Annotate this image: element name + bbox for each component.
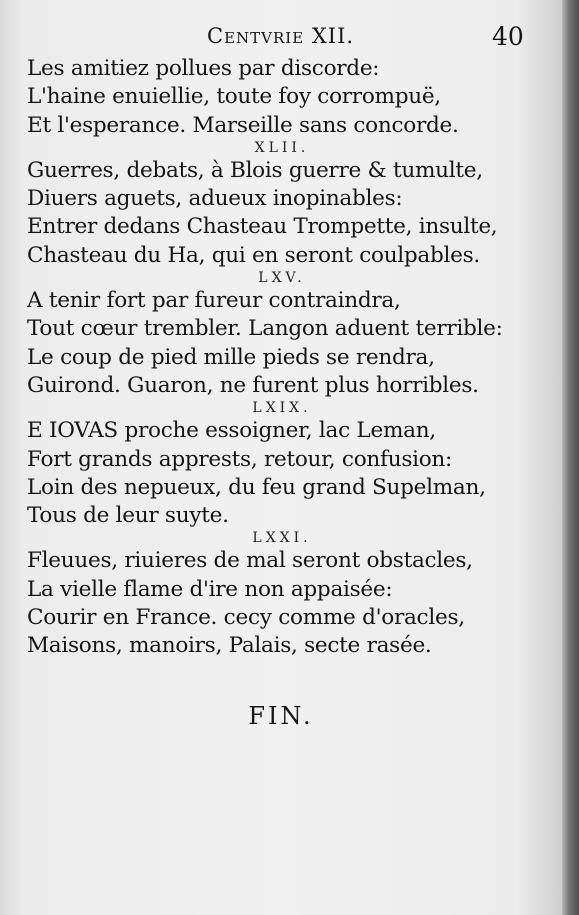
verse-line: E IOVAS proche essoigner, lac Leman, bbox=[27, 418, 436, 444]
quatrain bbox=[27, 400, 497, 530]
quatrain-number: LXXI. bbox=[252, 530, 312, 547]
quatrain-number: LXV. bbox=[258, 270, 306, 287]
verse-line: L'haine enuiellie, toute foy corrompuë, bbox=[27, 84, 441, 110]
verse-line: Le coup de pied mille pieds se rendra, bbox=[27, 344, 435, 370]
verse-line: Entrer dedans Chasteau Trompette, insulte, bbox=[27, 214, 498, 240]
verse-line: La vielle flame d'ire non appaisée: bbox=[27, 576, 393, 602]
page-edge-shadow bbox=[562, 0, 579, 915]
verse-text-block bbox=[27, 55, 503, 661]
verse-line: Tous de leur suyte. bbox=[27, 503, 229, 529]
quatrain-continuation bbox=[27, 55, 497, 140]
verse-line: Maisons, manoirs, Palais, secte rasée. bbox=[27, 633, 432, 659]
verse-line: Chasteau du Ha, qui en seront coulpables. bbox=[27, 242, 480, 268]
verse-line: Loin des nepueux, du feu grand Supelman, bbox=[27, 474, 486, 500]
verse-line: Tout cœur trembler. Langon aduent terrible: bbox=[27, 316, 503, 342]
quatrain bbox=[27, 140, 497, 270]
running-head bbox=[0, 24, 562, 54]
verse-line: Et l'esperance. Marseille sans concorde. bbox=[27, 112, 459, 138]
verse-line: Guirond. Guaron, ne furent plus horribles. bbox=[27, 372, 479, 398]
quatrain-number: XLII. bbox=[254, 139, 310, 156]
verse-line: Fort grands apprests, retour, confusion: bbox=[27, 446, 452, 472]
quatrain bbox=[27, 270, 503, 400]
verse-line: Les amitiez pollues par discorde: bbox=[27, 56, 380, 81]
verse-line: Diuers aguets, adueux inopinables: bbox=[27, 186, 403, 212]
quatrain bbox=[27, 530, 497, 660]
page-number: 40 bbox=[492, 22, 524, 51]
verse-line: A tenir fort par fureur contraindra, bbox=[27, 288, 401, 314]
running-head-title: Centvrie XII. bbox=[207, 24, 355, 48]
quatrain-number: LXIX. bbox=[252, 400, 312, 417]
verse-line: Fleuues, riuieres de mal seront obstacles, bbox=[27, 548, 473, 574]
verse-line: Guerres, debats, à Blois guerre & tumulte, bbox=[27, 157, 483, 183]
verse-line: Courir en France. cecy comme d'oracles, bbox=[27, 605, 465, 631]
colophon-fin: FIN. bbox=[248, 702, 314, 730]
